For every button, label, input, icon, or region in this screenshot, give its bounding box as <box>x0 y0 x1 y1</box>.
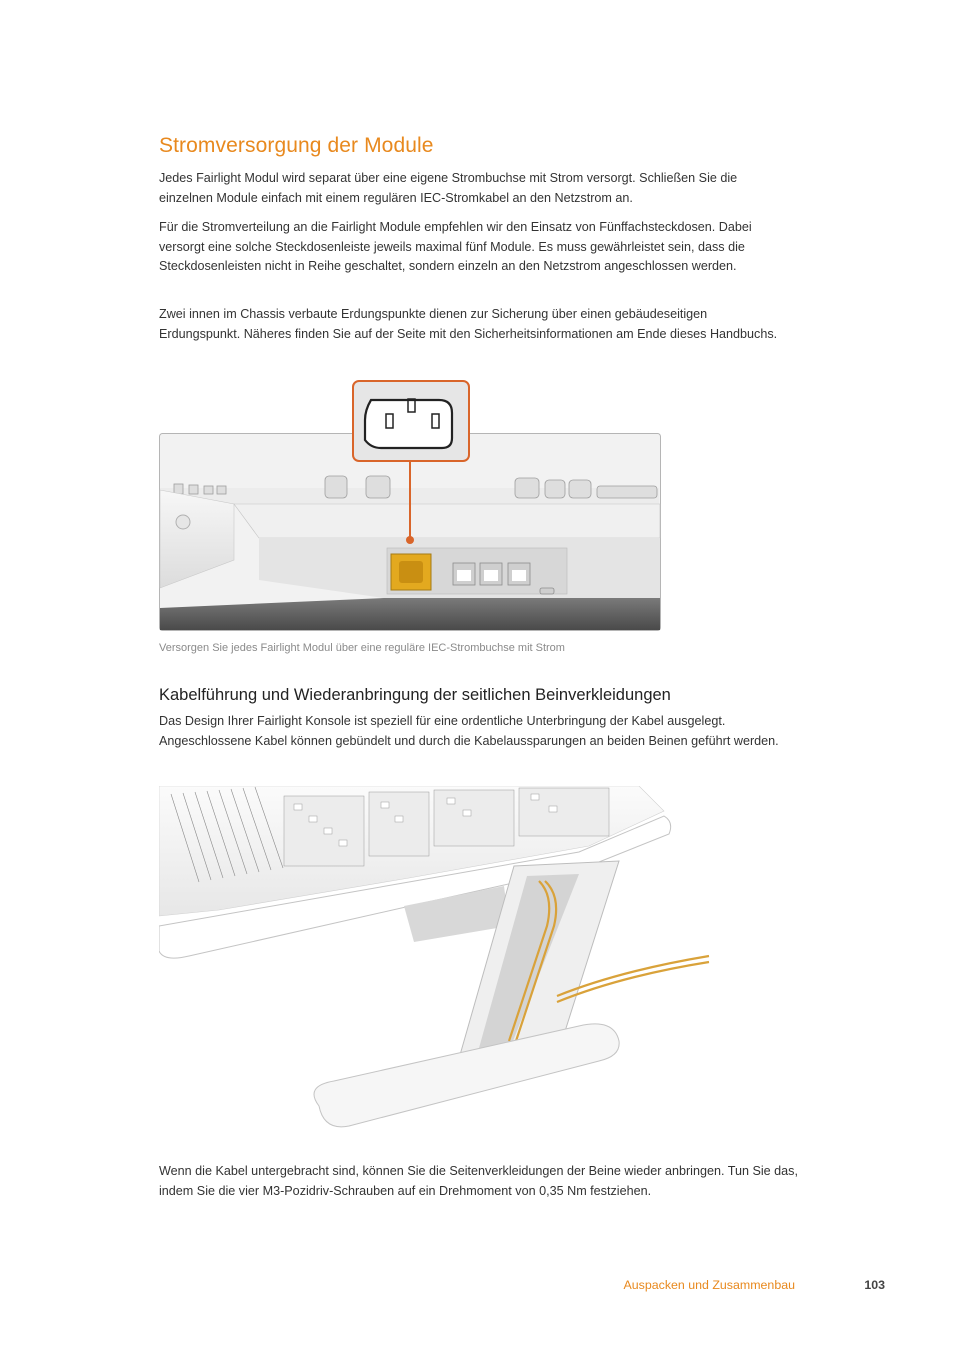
subsection-paragraph-2: Wenn die Kabel untergebracht sind, können Sie die Seitenverkleidungen der Beine wieder anbringen. Tun Sie das, indem Sie die vier M3-Pozidriv-Schrauben auf ein Drehmoment von 0,35 Nm festziehen. <box>159 1164 798 1198</box>
footer-chapter: Auspacken und Zusammenbau <box>623 1278 795 1292</box>
page-number: 103 <box>864 1278 885 1292</box>
subsection-paragraph-1: Das Design Ihrer Fairlight Konsole ist speziell für eine ordentliche Unterbringung der Kabel ausgelegt. Angeschlossene Kabel können gebündelt und durch die Kabelaussparungen an beiden Beinen geführt werden. <box>159 714 779 748</box>
paragraph-3: Zwei innen im Chassis verbaute Erdungspunkte dienen zur Sicherung über einen gebäudeseitigen Erdungspunkt. Näheres finden Sie auf der Seite mit den Sicherheitsinformationen am Ende dieses Handbuchs. <box>159 307 778 341</box>
figure-caption: Versorgen Sie jedes Fairlight Modul über eine reguläre IEC-Strombuchse mit Strom <box>159 642 565 654</box>
subsection-title: Kabelführung und Wiederanbringung der seitlichen Beinverkleidungen <box>159 686 671 704</box>
power-connection-figure <box>159 380 661 634</box>
cable-routing-figure <box>159 786 719 1148</box>
paragraph-1: Jedes Fairlight Modul wird separat über eine eigene Strombuchse mit Strom versorgt. Schließen Sie die einzelnen Module einfach mit einem regulären IEC-Stromkabel an den Netzstrom an. <box>159 171 738 205</box>
section-title: Stromversorgung der Module <box>159 134 434 157</box>
iec-power-socket-icon <box>365 399 452 448</box>
paragraph-2: Für die Stromverteilung an die Fairlight Module empfehlen wir den Einsatz von Fünffachsteckdosen. Dabei versorgt eine solche Steckdosenleiste jeweils maximal fünf Module. Es muss gewährleistet sein, dass die Steckdosenleisten nicht in Reihe geschaltet, sondern einzeln an den Netzstrom angeschlossen werden. <box>159 220 752 274</box>
